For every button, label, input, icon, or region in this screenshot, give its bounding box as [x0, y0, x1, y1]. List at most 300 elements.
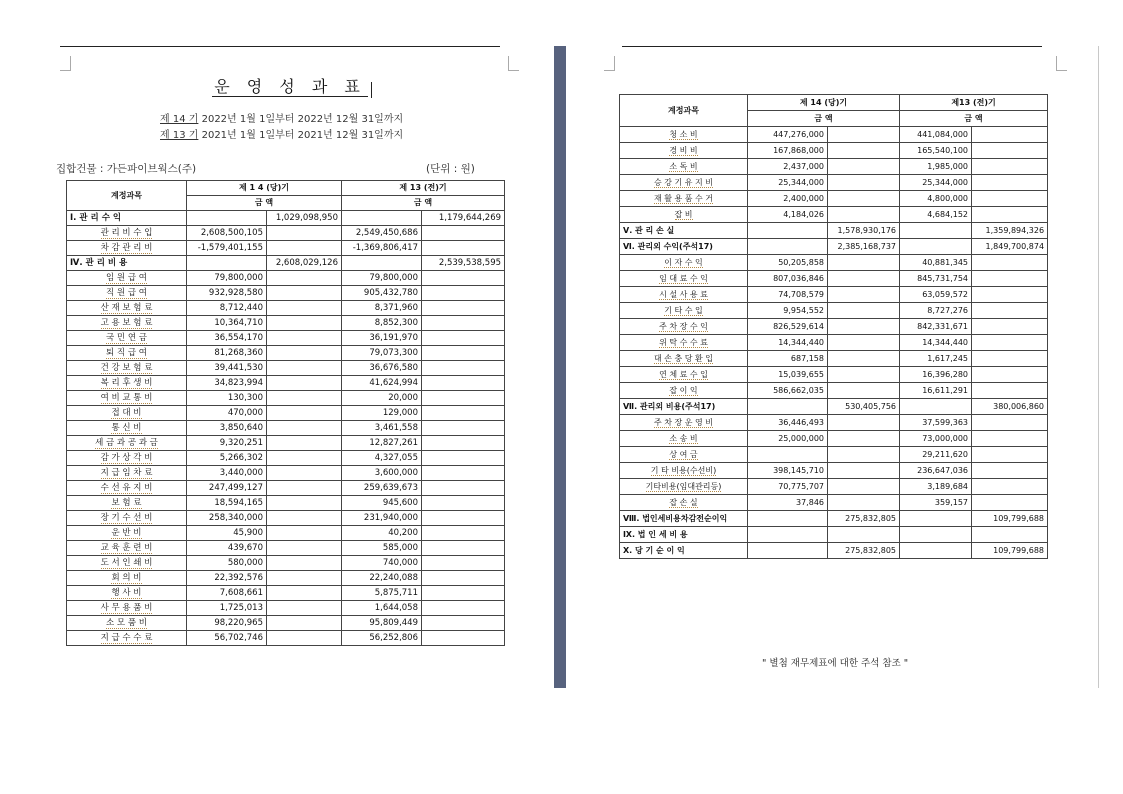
amount-cell-c2	[267, 451, 342, 466]
account-cell	[620, 127, 748, 143]
table-row	[67, 421, 505, 436]
amount-cell-p1: 14,344,440	[900, 335, 972, 351]
amount-cell-c2	[267, 616, 342, 631]
amount-cell-p2	[972, 479, 1048, 495]
amount-cell-p2	[972, 143, 1048, 159]
amount-cell-c1	[187, 256, 267, 271]
period-current-text: 2022년 1월 1일부터 2022년 12월 31일까지	[201, 114, 404, 125]
amount-cell-c2	[828, 479, 900, 495]
table-row	[620, 159, 1048, 175]
account-cell	[620, 207, 748, 223]
table-row	[67, 571, 505, 586]
crop-mark	[60, 56, 71, 71]
account-label: 감 가 상 각 비	[100, 453, 153, 463]
amount-cell-c2	[267, 571, 342, 586]
amount-cell-c2	[828, 207, 900, 223]
table-row	[620, 431, 1048, 447]
account-cell	[67, 316, 187, 331]
amount-cell-c1: 50,205,858	[748, 255, 828, 271]
account-cell	[620, 335, 748, 351]
amount-cell-p2	[422, 541, 505, 556]
amount-cell-p1: 259,639,673	[342, 481, 422, 496]
amount-cell-c2	[267, 301, 342, 316]
amount-cell-c1: 81,268,360	[187, 346, 267, 361]
col-prior-amount: 금 액	[900, 111, 1048, 127]
table-row	[67, 631, 505, 646]
account-cell	[67, 541, 187, 556]
account-label: 사 무 용 품 비	[100, 603, 153, 613]
account-cell	[67, 301, 187, 316]
amount-cell-p1: 4,327,055	[342, 451, 422, 466]
amount-cell-p1: 845,731,754	[900, 271, 972, 287]
account-cell	[620, 495, 748, 511]
amount-cell-p1	[900, 527, 972, 543]
amount-cell-p2	[422, 376, 505, 391]
amount-cell-p1: 4,800,000	[900, 191, 972, 207]
account-label: 잡 이 익	[669, 386, 698, 395]
table-row	[620, 287, 1048, 303]
amount-cell-c1: 36,554,170	[187, 331, 267, 346]
amount-cell-c2	[267, 361, 342, 376]
amount-cell-c2	[267, 511, 342, 526]
account-label: 보 험 료	[111, 498, 142, 508]
account-cell	[67, 526, 187, 541]
table-row	[67, 451, 505, 466]
account-cell	[67, 586, 187, 601]
amount-cell-c1: 74,708,579	[748, 287, 828, 303]
amount-cell-p1	[342, 211, 422, 226]
amount-cell-c1	[748, 527, 828, 543]
amount-cell-c1	[748, 511, 828, 527]
amount-cell-c2	[267, 316, 342, 331]
amount-cell-c1: 807,036,846	[748, 271, 828, 287]
account-label: 재 활 용 품 수 거	[653, 194, 714, 203]
amount-cell-p2	[972, 159, 1048, 175]
account-label: 국 민 연 금	[106, 333, 147, 343]
amount-cell-c2	[828, 127, 900, 143]
table-row	[67, 376, 505, 391]
table-row	[620, 143, 1048, 159]
table-row	[620, 383, 1048, 399]
amount-cell-p2	[422, 331, 505, 346]
amount-cell-c1: 70,775,707	[748, 479, 828, 495]
amount-cell-p1: 63,059,572	[900, 287, 972, 303]
account-label: 운 반 비	[111, 528, 142, 538]
amount-cell-c1	[748, 223, 828, 239]
account-cell	[67, 451, 187, 466]
account-cell: Ⅷ. 법인세비용차감전순이익	[620, 511, 748, 527]
amount-cell-p1: 79,073,300	[342, 346, 422, 361]
amount-cell-p1: 236,647,036	[900, 463, 972, 479]
table-row	[620, 447, 1048, 463]
table-row	[67, 556, 505, 571]
account-label: 기 타 수 입	[664, 306, 703, 315]
amount-cell-p1: 8,852,300	[342, 316, 422, 331]
table-row	[67, 211, 505, 226]
amount-cell-p1	[900, 239, 972, 255]
account-cell	[620, 367, 748, 383]
account-label: 소 송 비	[669, 434, 698, 443]
amount-cell-p2	[972, 527, 1048, 543]
table-row	[620, 223, 1048, 239]
amount-cell-p1: 359,157	[900, 495, 972, 511]
amount-cell-c1: 5,266,302	[187, 451, 267, 466]
amount-cell-p2	[422, 361, 505, 376]
table-row	[67, 241, 505, 256]
account-cell	[67, 226, 187, 241]
income-table-right	[619, 94, 1048, 559]
amount-cell-p2: 380,006,860	[972, 399, 1048, 415]
amount-cell-c1: 3,440,000	[187, 466, 267, 481]
account-cell	[620, 271, 748, 287]
amount-cell-c2	[267, 601, 342, 616]
account-label: 산 재 보 험 료	[100, 303, 153, 313]
account-cell	[67, 406, 187, 421]
amount-cell-c2	[828, 335, 900, 351]
amount-cell-c1: 36,446,493	[748, 415, 828, 431]
amount-cell-c1: 247,499,127	[187, 481, 267, 496]
amount-cell-c1: 447,276,000	[748, 127, 828, 143]
account-label: 여 비 교 통 비	[100, 393, 153, 403]
account-label: 임 대 료 수 익	[659, 274, 708, 283]
table-row	[67, 466, 505, 481]
table-row	[67, 256, 505, 271]
amount-cell-c2	[828, 143, 900, 159]
table-row	[67, 601, 505, 616]
account-label: 경 비 비	[669, 146, 698, 155]
amount-cell-p2	[972, 495, 1048, 511]
header-rule-right	[622, 46, 1042, 47]
table-row	[67, 226, 505, 241]
account-cell	[67, 286, 187, 301]
table-row	[620, 191, 1048, 207]
amount-cell-p2	[422, 436, 505, 451]
amount-cell-p1: 945,600	[342, 496, 422, 511]
amount-cell-p1: 165,540,100	[900, 143, 972, 159]
account-cell	[620, 143, 748, 159]
account-cell	[620, 415, 748, 431]
amount-cell-p2	[422, 511, 505, 526]
amount-cell-c2	[267, 496, 342, 511]
table-row	[67, 541, 505, 556]
table-row	[620, 319, 1048, 335]
account-label: 세 금 과 공 과 금	[95, 438, 158, 448]
table-row	[67, 301, 505, 316]
col-current-amount: 금 액	[187, 196, 342, 211]
amount-cell-p2	[422, 271, 505, 286]
amount-cell-p1: 20,000	[342, 391, 422, 406]
amount-cell-p1: 842,331,671	[900, 319, 972, 335]
amount-cell-p2	[422, 481, 505, 496]
footnote: " 별첨 재무제표에 대한 주석 참조 "	[762, 658, 909, 669]
amount-cell-p1: 4,684,152	[900, 207, 972, 223]
amount-cell-p1: 40,200	[342, 526, 422, 541]
page-title	[200, 74, 380, 97]
account-cell	[67, 616, 187, 631]
amount-cell-c2	[267, 481, 342, 496]
amount-cell-c2	[828, 191, 900, 207]
amount-cell-p1: 1,617,245	[900, 351, 972, 367]
amount-cell-c2	[267, 586, 342, 601]
account-label: 연 체 료 수 입	[659, 370, 708, 379]
account-label: 잡 비	[674, 210, 693, 219]
account-cell	[67, 346, 187, 361]
amount-cell-p1: 29,211,620	[900, 447, 972, 463]
amount-cell-p2	[972, 303, 1048, 319]
account-cell	[67, 331, 187, 346]
col-current-header: 제 14 (당)기	[748, 95, 900, 111]
account-label: 기타비용(임대관리등)	[645, 482, 722, 491]
account-cell	[620, 351, 748, 367]
table-row	[67, 271, 505, 286]
amount-cell-c2	[267, 241, 342, 256]
amount-cell-c2: 1,029,098,950	[267, 211, 342, 226]
amount-cell-p2	[972, 127, 1048, 143]
amount-cell-c2	[267, 541, 342, 556]
account-label: 주 차 장 수 익	[659, 322, 708, 331]
account-cell	[67, 376, 187, 391]
amount-cell-c2	[828, 319, 900, 335]
amount-cell-p1: 95,809,449	[342, 616, 422, 631]
account-cell	[67, 511, 187, 526]
amount-cell-c1: 10,364,710	[187, 316, 267, 331]
table-row	[620, 255, 1048, 271]
amount-cell-p1: -1,369,806,417	[342, 241, 422, 256]
account-cell: Ⅶ. 관리외 비용(주석17)	[620, 399, 748, 415]
amount-cell-p2	[972, 431, 1048, 447]
amount-cell-c2	[267, 391, 342, 406]
amount-cell-p2	[972, 383, 1048, 399]
account-cell	[67, 466, 187, 481]
amount-cell-p2: 1,849,700,874	[972, 239, 1048, 255]
amount-cell-c2	[267, 466, 342, 481]
amount-cell-c2	[828, 351, 900, 367]
table-row	[67, 481, 505, 496]
account-cell	[67, 571, 187, 586]
amount-cell-p1: 905,432,780	[342, 286, 422, 301]
amount-cell-p2	[422, 496, 505, 511]
amount-cell-c1: 586,662,035	[748, 383, 828, 399]
amount-cell-c1: 580,000	[187, 556, 267, 571]
amount-cell-c2: 530,405,756	[828, 399, 900, 415]
amount-cell-p1: 129,000	[342, 406, 422, 421]
account-cell	[67, 421, 187, 436]
amount-cell-p2	[972, 191, 1048, 207]
table-row	[67, 406, 505, 421]
period-prior-text: 2021년 1월 1일부터 2021년 12월 31일까지	[201, 130, 404, 141]
amount-cell-p2	[422, 241, 505, 256]
amount-cell-c2	[267, 331, 342, 346]
amount-cell-c2	[828, 159, 900, 175]
amount-cell-p2	[972, 447, 1048, 463]
account-label: 지 급 수 수 료	[100, 633, 153, 643]
amount-cell-c1	[748, 239, 828, 255]
page-title-text: 운 영 성 과 표	[214, 77, 366, 96]
amount-cell-p2	[972, 255, 1048, 271]
amount-cell-c1: 18,594,165	[187, 496, 267, 511]
amount-cell-p1	[900, 399, 972, 415]
account-label: 대 손 충 당 환 입	[653, 354, 714, 363]
amount-cell-c2: 2,385,168,737	[828, 239, 900, 255]
col-prior-amount: 금 액	[342, 196, 505, 211]
amount-cell-p2	[422, 391, 505, 406]
amount-cell-p1	[900, 511, 972, 527]
account-cell: Ⅵ. 관리외 수익(주석17)	[620, 239, 748, 255]
table-row	[620, 207, 1048, 223]
amount-cell-c1: 2,400,000	[748, 191, 828, 207]
table-row	[620, 463, 1048, 479]
account-cell	[620, 479, 748, 495]
amount-cell-p1: 25,344,000	[900, 175, 972, 191]
amount-cell-c1: 258,340,000	[187, 511, 267, 526]
amount-cell-p1: 740,000	[342, 556, 422, 571]
amount-cell-p2	[972, 287, 1048, 303]
amount-cell-c2: 275,832,805	[828, 511, 900, 527]
period-prior-label: 제 13 기	[160, 130, 199, 141]
amount-cell-c2	[267, 286, 342, 301]
col-account-header: 계정과목	[620, 95, 748, 127]
crop-mark	[508, 56, 519, 71]
account-cell	[67, 241, 187, 256]
amount-cell-p2	[972, 319, 1048, 335]
amount-cell-c1: -1,579,401,155	[187, 241, 267, 256]
amount-cell-c2	[267, 376, 342, 391]
account-cell	[620, 447, 748, 463]
amount-cell-p2	[422, 316, 505, 331]
amount-cell-p1: 37,599,363	[900, 415, 972, 431]
amount-cell-p2	[422, 571, 505, 586]
amount-cell-c2	[267, 556, 342, 571]
amount-cell-c2	[828, 447, 900, 463]
amount-cell-c2	[828, 383, 900, 399]
table-row	[67, 511, 505, 526]
col-prior-header: 제13 (전)기	[900, 95, 1048, 111]
account-cell: Ⅳ. 관 리 비 용	[67, 256, 187, 271]
page-divider	[554, 46, 566, 688]
amount-cell-c2	[267, 421, 342, 436]
amount-cell-c1: 9,320,251	[187, 436, 267, 451]
amount-cell-c2	[267, 436, 342, 451]
account-cell	[620, 303, 748, 319]
amount-cell-c1: 14,344,440	[748, 335, 828, 351]
account-label: 승 강 기 유 지 비	[653, 178, 714, 187]
header-rule-left	[60, 46, 500, 47]
account-cell	[620, 319, 748, 335]
table-row	[620, 127, 1048, 143]
account-cell	[620, 383, 748, 399]
amount-cell-p1	[900, 543, 972, 559]
amount-cell-p1	[900, 223, 972, 239]
amount-cell-c1: 167,868,000	[748, 143, 828, 159]
amount-cell-c1	[748, 399, 828, 415]
amount-cell-c2	[267, 406, 342, 421]
amount-cell-c1: 687,158	[748, 351, 828, 367]
account-label: 소 모 품 비	[106, 618, 147, 628]
col-prior-header: 제 13 (전)기	[342, 181, 505, 196]
amount-cell-p2: 109,799,688	[972, 511, 1048, 527]
account-cell: Ⅰ. 관 리 수 익	[67, 211, 187, 226]
amount-cell-p2	[422, 601, 505, 616]
amount-cell-p2: 1,359,894,326	[972, 223, 1048, 239]
table-row	[67, 361, 505, 376]
account-cell	[67, 631, 187, 646]
table-row	[620, 175, 1048, 191]
table-row	[620, 511, 1048, 527]
account-label: 교 육 훈 련 비	[100, 543, 153, 553]
amount-cell-p1: 231,940,000	[342, 511, 422, 526]
col-account-header: 계정과목	[67, 181, 187, 211]
account-cell	[67, 271, 187, 286]
account-label: 소 독 비	[669, 162, 698, 171]
amount-cell-p2	[972, 175, 1048, 191]
amount-cell-c2	[267, 226, 342, 241]
amount-cell-c1: 15,039,655	[748, 367, 828, 383]
table-row	[620, 527, 1048, 543]
amount-cell-c1: 39,441,530	[187, 361, 267, 376]
amount-cell-p2	[422, 406, 505, 421]
amount-cell-c2	[267, 631, 342, 646]
text-cursor	[371, 82, 372, 98]
amount-cell-p2	[422, 616, 505, 631]
account-label: 시 설 사 용 료	[659, 290, 708, 299]
amount-cell-c2: 275,832,805	[828, 543, 900, 559]
amount-cell-c1: 98,220,965	[187, 616, 267, 631]
company-name: 집합건물 : 가든파이브웍스(주)	[56, 163, 197, 175]
table-row	[67, 286, 505, 301]
amount-cell-c1: 25,000,000	[748, 431, 828, 447]
amount-cell-p2	[422, 586, 505, 601]
amount-cell-c2	[828, 527, 900, 543]
amount-cell-p2	[422, 451, 505, 466]
amount-cell-c2	[828, 175, 900, 191]
amount-cell-p1: 5,875,711	[342, 586, 422, 601]
amount-cell-p1: 36,676,580	[342, 361, 422, 376]
table-row	[620, 271, 1048, 287]
amount-cell-p2	[972, 415, 1048, 431]
amount-cell-c1: 45,900	[187, 526, 267, 541]
amount-cell-p2: 1,179,644,269	[422, 211, 505, 226]
amount-cell-p1: 16,396,280	[900, 367, 972, 383]
amount-cell-c2	[828, 495, 900, 511]
table-row	[67, 436, 505, 451]
table-row	[67, 331, 505, 346]
crop-mark	[1056, 56, 1067, 71]
amount-cell-c2	[267, 346, 342, 361]
amount-cell-c1: 439,670	[187, 541, 267, 556]
table-row	[67, 496, 505, 511]
account-cell	[620, 175, 748, 191]
amount-cell-c2	[828, 367, 900, 383]
amount-cell-p2	[422, 421, 505, 436]
amount-cell-c2	[828, 415, 900, 431]
amount-cell-p2	[972, 367, 1048, 383]
account-label: 이 자 수 익	[664, 258, 703, 267]
amount-cell-p1: 41,624,994	[342, 376, 422, 391]
account-cell	[67, 361, 187, 376]
account-label: 장 기 수 선 비	[100, 513, 153, 523]
amount-cell-p1: 1,644,058	[342, 601, 422, 616]
unit-label: (단위 : 원)	[426, 163, 475, 175]
amount-cell-c2	[828, 303, 900, 319]
account-cell	[620, 159, 748, 175]
amount-cell-c1: 37,846	[748, 495, 828, 511]
amount-cell-p2	[422, 346, 505, 361]
account-label: 수 선 유 지 비	[100, 483, 153, 493]
amount-cell-p2	[422, 556, 505, 571]
amount-cell-c1	[748, 543, 828, 559]
table-row	[620, 479, 1048, 495]
table-row	[67, 616, 505, 631]
